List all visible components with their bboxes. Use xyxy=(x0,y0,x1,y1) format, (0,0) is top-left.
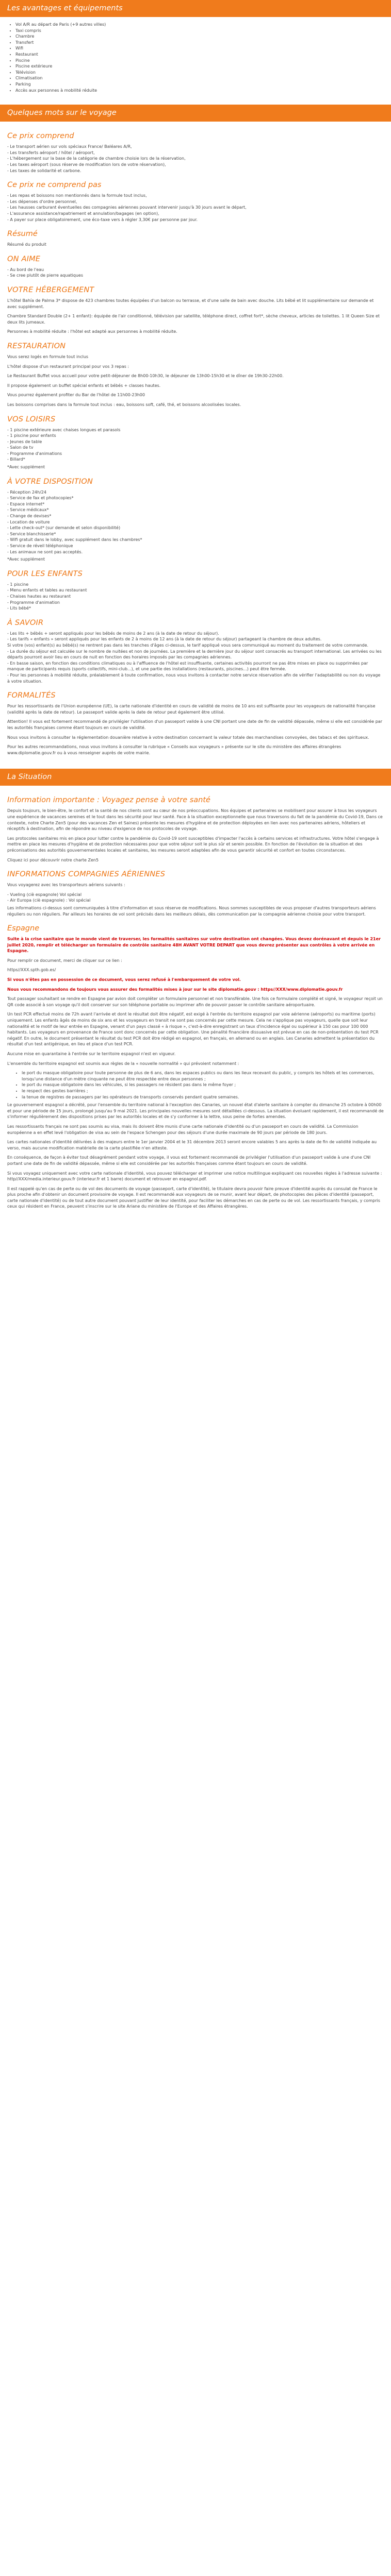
formalites-p2: Attention! Il vous est fortement recommandé de privilégier l'utilisation d'un passeport valide à une CNI portant une date de fin de validité dépassée, même si elle est considérée par les autorités françaises comme étant toujours en cours de validité. xyxy=(7,719,382,730)
list-item: • Restaurant xyxy=(15,52,384,58)
situation-p2: Les protocoles sanitaires mis en place pour lutter contre la pandémie du Covid-19 sont susceptibles d'impacter l'accès à certains services et infrastructures. Votre hôtel s'engage à mettre en place les mesures d'hygiène et de protection nécessaires pour que votre séjour soit le plus sûr et serein possible. En fonction de l'évolution de la situation et des préconisations des autorités gouvernementales locales et sanitaires, les mesures seront adaptées afin de vous garantir sécurité et confort en toutes circonstances. xyxy=(7,836,379,853)
list-item: - Chaises hautes au restaurant xyxy=(7,594,71,599)
list-item: • le respect des gestes barrières ; xyxy=(22,1088,384,1094)
loisirs-list xyxy=(7,427,384,463)
list-item: - Les taxes aéroport (sous réserve de modification lors de votre réservation), xyxy=(7,162,166,167)
voyage-section xyxy=(0,122,391,761)
list-item: - La durée du séjour est calculée sur le nombre de nuitées et non de journées. La première et la dernière jour du séjour sont consacrés au transport international. Les arrivées ou les départs pourront avoir lieu en cours de nuit en fonction des horaires imposés par les compagnies aériennes. xyxy=(7,649,382,660)
list-item: - Salon de tv xyxy=(7,445,34,450)
list-item: - Air Europa (ciè espagnole) : Vol spécial xyxy=(7,898,91,903)
list-item: • Transfert xyxy=(15,40,384,46)
restauration-p5: Vous pourrez également profiter du Bar de l'hôtel de 11h00-23h00 xyxy=(7,393,145,398)
compagnies-intro: Vous voyagerez avec les transporteurs aériens suivants : xyxy=(7,883,125,888)
formalites-p1: Pour les ressortissants de l'Union européenne (UE), la carte nationale d'identité en cours de validité de moins de 10 ans est suffisante pour les voyageurs de nationalité française (validité après la date de retour). Le passeport valide après la date de retour peut également être utilisé. xyxy=(7,704,376,715)
list-item: - Au bord de l'eau xyxy=(7,267,44,272)
list-item: - Billard* xyxy=(7,457,25,462)
list-item: - Programme d'animations xyxy=(7,451,62,456)
list-item: - Le transport aérien sur vols spéciaux France/ Baléares A/R, xyxy=(7,144,132,149)
list-item: - Jeunes de table xyxy=(7,439,42,444)
list-item: - 1 piscine pour enfants xyxy=(7,433,56,438)
list-item: • Piscine extérieure xyxy=(15,63,384,70)
enfants-title: POUR LES ENFANTS xyxy=(7,569,83,578)
espagne-red-notice: Suite à la crise sanitaire que le monde vient de traverser, les formalités sanitaires sur votre destination ont changées. Vous devez dorénavant et depuis le 21er juillet 2020, remplir et télécharger un formulaire de contrôle sanitaire 48H AVANT VOTRE DEPART que vous devrez présenter aux contrôles à votre arrivée en Espagne. xyxy=(7,937,381,954)
list-item: - 1 piscine extérieure avec chaises longues et parasols xyxy=(7,427,121,432)
list-item: - Les hausses carburant éventuelles des compagnies aériennes pouvant intervenir jusqu'à 30 jours avant le départ, xyxy=(7,205,247,210)
list-item: • Parking xyxy=(15,81,384,88)
restauration-p1: Vous serez logés en formule tout inclus xyxy=(7,354,89,359)
resume-text: Résumé du produit xyxy=(7,242,46,247)
list-item: - Espace internet* xyxy=(7,501,45,506)
list-item: - En basse saison, en fonction des conditions climatiques ou à l'affluence de l'hôtel est insuffisante, certaines activités pourront ne pas être mises en place ou supprimées par manque de participants requis (sports collectifs, mini-club...), et une partie des installations (restaurants, piscines...) peut être fermée. xyxy=(7,660,368,672)
list-item: - Pour les personnes à mobilité réduite, préalablement à toute confirmation, nous vous invitons à contacter notre service réservation afin de vérifier l'adaptabilité ou non du voyage à votre situation. xyxy=(7,672,381,684)
savoir-title: À SAVOIR xyxy=(7,618,44,627)
list-item: - Service médicaux* xyxy=(7,507,49,513)
espagne-p2: Si vous n'êtes pas en possession de ce document, vous serez refusé à l'embarquement de votre vol. xyxy=(7,977,241,982)
list-item: • la tenue de registres de passagers par les opérateurs de transports conservés pendant quatre semaines. xyxy=(22,1094,384,1100)
list-item: - Programme d'animation xyxy=(7,600,60,605)
espagne-p9: Les ressortissants français ne sont pas soumis au visa, mais ils doivent être munis d'une carte nationale d'identité ou d'un passeport en cours de validité. La Commission européenne a en effet levé l'obligation de visa au sein de l'espace Schengen pour des séjours d'une durée maximale de 90 jours par période de 180 jours. xyxy=(7,1124,359,1135)
espagne-bullets xyxy=(7,1070,384,1100)
voyage-header: Quelques mots sur le voyage xyxy=(0,105,391,122)
enfants-list xyxy=(7,582,384,612)
espagne-p8: Le gouvernement espagnol a décrété, pour l'ensemble du territoire national à l'exception des Canaries, un nouvel état d'alerte sanitaire à compter du dimanche 25 octobre à 00h00 et pour une période de 15 jours, prolongé jusqu'au 9 mai 2021. Les principales nouvelles mesures sont détaillées ci-dessous. La situation évoluant rapidement, il est recommandé de s'informer régulièrement des dispositions prises par les autorités locales et de s'y conformer à la lettre, sous peine de fortes amendes. xyxy=(7,1103,384,1120)
hebergement-title: VOTRE HÉBERGEMENT xyxy=(7,285,94,294)
list-item: - Les lits + bébés + seront appliqués pour les bébés de moins de 2 ans (à la date de retour du séjour). xyxy=(7,631,219,636)
resume-title: Résumé xyxy=(7,230,38,239)
espagne-p5: Un test PCR effectué moins de 72h avant l'arrivée et dont le résultat doit être négatif, est exigé à l'entrée du territoire espagnol par voie aérienne (aéroports) ou maritime (ports) uniquement. Les enfants âgés de moins de six ans et les voyageurs en transit ne sont pas concernés par cette mesure. Cela ne s'applique pas voyageurs, quelle que soit leur nationalité et le motif de leur entrée en Espagne, venant d'un pays classé « à risque », c'est-à-dire enregistrant un taux d'incidence égal ou supérieur à 150 cas pour 100 000 habitants. Les voyageurs en provenance de France sont donc concernés par cette obligation. Une pénalité financière dissuasive est prévue en cas de non-présentation du test PCR négatif. En outre, le document présentant le résultat du test PCR doit être rédigé en espagnol, en français, en allemand ou en anglais. Les Canaries admettent la présentation du résultat d'un test antigénique, en lieu et place d'un test PCR. xyxy=(7,1012,379,1047)
disposition-list xyxy=(7,489,384,555)
espagne-p3: Nous vous recommandons de toujours vous assurer des formalités mises à jour sur le site diplomatie.gouv : https//XXX/www.diplomatie.gouv.fr xyxy=(7,987,343,992)
restauration-p2: L'hôtel dispose d'un restaurant principal pour vos 3 repas : xyxy=(7,364,129,369)
situation-p1: Depuis toujours, le bien-être, le confort et la santé de nos clients sont au cœur de nos préoccupations. Nos équipes et partenaires se mobilisent pour assurer à tous les voyageurs une expérience de vacances sereines et le tout dans les sécurité pour leur santé. Face à la situation exceptionnelle que nous traversons du fait de la pandémie du Covid-19, Dans ce contexte, notre Charte Zen5 (pour des vacances Zen et Saines) présente les mesures d'hygiène et de protection déployées en lien avec nos partenaires aériens, hôteliers et réceptifs à destination, afin de répondre au niveau d'exigence de nos protocoles de voyage. xyxy=(7,808,383,832)
list-item: - L'assurance assistance/rapatriement et annulation/bagages (en option), xyxy=(7,211,159,216)
comprend-list xyxy=(7,144,384,174)
espagne-title: Espagne xyxy=(7,924,40,933)
espagne-p13: Il est rappelé qu'en cas de perte ou de vol des documents de voyage (passeport, carte d'identité), le titulaire devra pouvoir faire preuve d'identité auprès du consulat de France le plus proche afin d'obtenir un document provisoire de voyage. Il est recommandé aux voyageurs de se munir, avant leur départ, de photocopies des pièces d'identité (passeport, carte nationale d'identité) ou de tout autre document pouvant justifier de leur identité, pour faciliter les démarches en cas de perte ou de vol. Les ressortissants français, y compris ceux qui résident en France, peuvent s'inscrire sur le site Ariane du ministère de l'Europe et des Affaires étrangères. xyxy=(7,1186,380,1209)
on-aime-title: ON AIME xyxy=(7,255,41,263)
compagnies-p1: Les informations ci-dessus sont communiquées à titre d'information et sous réserve de modifications. Nous sommes susceptibles de vous proposer d'autres transporteurs aériens réguliers ou non réguliers. Par ailleurs les horaires de vol sont précisés dans les meilleurs délais, dès communication par la compagnie aérienne choisie pour votre transport. xyxy=(7,905,376,917)
loisirs-title: VOS LOISIRS xyxy=(7,415,56,423)
savoir-list xyxy=(7,631,384,684)
list-item: - A payer sur place obligatoirement, une éco-taxe vers à régler 3,30€ par personne par jour. xyxy=(7,217,198,222)
restauration-p4: Il propose également un buffet spécial enfants et bébés + classes hautes. xyxy=(7,383,161,388)
list-item: • Climatisation xyxy=(15,75,384,81)
list-item: • Vol A/R au départ de Paris (+9 autres villes) xyxy=(15,22,384,28)
list-item: • Piscine xyxy=(15,58,384,64)
info-importante-title: Information importante : Voyagez pense à votre santé xyxy=(7,796,210,805)
compagnies-list xyxy=(7,892,384,904)
espagne-p12: Si vous voyagez uniquement avec votre carte nationale d'identité, vous pouvez télécharger et imprimer une notice multilingue expliquant ces nouvelles règles à l'adresse suivante : http//XXX/media.interieur.gouv.fr (interieur.fr et 1 barre) document et retrouver en espagnol.pdf. xyxy=(7,1171,382,1182)
loisirs-note: *Avec supplément xyxy=(7,465,45,470)
list-item: - Se cree plutôt de pierre aquatiques xyxy=(7,273,83,278)
situation-header: La Situation xyxy=(0,769,391,786)
list-item: - Les transferts aéroport / hôtel / aéroport, xyxy=(7,150,95,155)
list-item: - Service de fax et photocopies* xyxy=(7,496,74,501)
equipements-list xyxy=(7,22,384,93)
list-item: - Change de devises* xyxy=(7,514,52,519)
equipements-header: Les avantages et équipements xyxy=(0,0,391,17)
list-item: - Lette check-out* (sur demande et selon disponibilité) xyxy=(7,526,121,531)
list-item: - Menu enfants et tables au restaurant xyxy=(7,588,87,593)
list-item: - 1 piscine xyxy=(7,582,29,587)
espagne-p4: Tout passager souhaitant se rendre en Espagne par avion doit compléter un formulaire personnel et non transférable. Une fois ce formulaire complété et signé, le voyageur reçoit un QR code associé à son voyage qu'il doit conserver sur son téléphone portable ou imprimer afin de pouvoir passer le contrôle sanitaire aéroportuaire. xyxy=(7,996,383,1007)
situation-section xyxy=(0,786,391,1215)
list-item: - Les repas et boissons non mentionnés dans la formule tout inclus, xyxy=(7,193,147,198)
restauration-p6: Les boissons comprises dans la formule tout inclus : eau, boissons soft, café, thé, et boissons alcoolisées locales. xyxy=(7,402,241,407)
list-item: • le port du masque obligatoire dans les véhicules, si les passagers ne résident pas dans le même foyer ; xyxy=(22,1082,384,1088)
list-item: • Taxi compris xyxy=(15,28,384,34)
hebergement-p1: L'hôtel Bahía de Palma 3* dispose de 423 chambres toutes équipées d'un balcon ou terrasse, et d'une salle de bain avec douche. Lits bébé et lit supplémentaire sur demande et avec supplément. xyxy=(7,298,374,309)
formalites-title: FORMALITÉS xyxy=(7,691,56,700)
disposition-note: *Avec supplément xyxy=(7,557,45,562)
list-item: - Réception 24h/24 xyxy=(7,489,46,495)
hebergement-p3: Personnes à mobilité réduite : l'hôtel est adapté aux personnes à mobilité réduite. xyxy=(7,329,177,334)
ne-comprend-title: Ce prix ne comprend pas xyxy=(7,181,102,190)
list-item: - Les tarifs « enfants » seront appliqués pour les enfants de 2 à moins de 12 ans (à la date de retour du séjour) partageant la chambre de deux adultes. xyxy=(7,637,322,642)
restauration-title: RESTAURATION xyxy=(7,342,66,350)
comprend-title: Ce prix comprend xyxy=(7,132,74,141)
charte-link[interactable]: Cliquez ici pour découvrir notre charte Zen5 xyxy=(7,857,99,862)
list-item: - Vueling (ciè espagnole) Vol spécial xyxy=(7,892,82,897)
list-item: - Wifi gratuit dans le lobby, avec supplément dans les chambres* xyxy=(7,537,142,543)
espagne-p1: Pour remplir ce document, merci de cliquer sur ce lien : xyxy=(7,958,122,963)
list-item: - Location de voiture xyxy=(7,519,50,524)
list-item: • Chambre xyxy=(15,33,384,40)
list-item: - Service blanchisserie* xyxy=(7,531,56,536)
list-item: - Lits bébé* xyxy=(7,606,31,611)
disposition-title: À VOTRE DISPOSITION xyxy=(7,477,93,486)
espagne-p10: Les cartes nationales d'identité délivrées à des majeurs entre le 1er janvier 2004 et le 31 décembre 2013 seront encore valables 5 ans après la date de fin de validité indiquée au verso, mais aucune modification matérielle de la carte plastifiée n'en atteste. xyxy=(7,1140,377,1150)
formalites-p4: Pour les autres recommandations, nous vous invitons à consulter la rubrique « Conseils aux voyageurs » présente sur le site du ministère des affaires étrangères www.diplomatie.gouv.fr ou à vous renseigner auprès de votre mairie. xyxy=(7,744,341,755)
list-item: - Les animaux ne sont pas acceptés. xyxy=(7,549,83,554)
espagne-p7: L'ensemble du territoire espagnol est soumis aux règles de la « nouvelle normalité » qui prévoient notamment : xyxy=(7,1061,239,1066)
list-item: - Service de réveil téléphonique xyxy=(7,544,73,549)
compagnies-title: INFORMATIONS COMPAGNIES AÉRIENNES xyxy=(7,870,166,879)
espagne-p11: En conséquence, de façon à éviter tout désagrément pendant votre voyage, il vous est fortement recommandé de privilégier l'utilisation d'un passeport valide à une d'une CNI portant une date de fin de validité dépassée, même si elle est considérée par les autorités françaises comme étant toujours en cours de validité. xyxy=(7,1155,371,1166)
list-item: - Les taxes de solidarité et carbone. xyxy=(7,168,82,173)
list-item: • Accès aux personnes à mobilité réduite xyxy=(15,88,384,94)
list-item: • Télévision xyxy=(15,70,384,76)
ne-comprend-list xyxy=(7,193,384,223)
espagne-p6: Aucune mise en quarantaine à l'entrée sur le territoire espagnol n'est en vigueur. xyxy=(7,1052,176,1057)
list-item: - Les dépenses d'ordre personnel, xyxy=(7,199,77,204)
equipements-section xyxy=(0,17,391,97)
on-aime-list xyxy=(7,267,384,279)
restauration-p3: Le Restaurant Buffet vous accueil pour votre petit-déjeuner de 8h00-10h30, le déjeuner de 13h00-15h30 et le dîner de 19h30-22h00. xyxy=(7,374,284,379)
hebergement-p2: Chambre Standard Double (2+ 1 enfant): équipée de l'air conditionné, télévision par satellite, téléphone direct, coffret fort*, sèche cheveux, articles de toilettes. 1 lit Queen Size et deux lits jumeaux. xyxy=(7,314,380,325)
formalites-p3: Nous vous invitons à consulter la réglementation douanière relative à votre destination concernant la valeur totale des marchandises convoyées, des tabacs et des spiritueux. xyxy=(7,735,369,740)
list-item: Si votre (vos) enfant(s) au bébé(s) ne rentrent pas dans les tranches d'âges ci-dessus, le tarif appliqué vous sera communiqué au moment du traitement de votre commande. xyxy=(7,643,369,648)
list-item: - L'hébergement sur la base de la catégorie de chambre choisie lors de la réservation, xyxy=(7,156,186,161)
list-item: • le port du masque obligatoire pour toute personne de plus de 6 ans, dans les espaces publics ou dans les lieux recevant du public, y compris les hôtels et les commerces, lorsqu'une distance d'un mètre cinquante ne peut être respectée entre deux personnes ; xyxy=(22,1070,384,1082)
list-item: • Wifi xyxy=(15,45,384,52)
espagne-link1[interactable]: https//XXX.spth.gob.es/ xyxy=(7,968,56,973)
